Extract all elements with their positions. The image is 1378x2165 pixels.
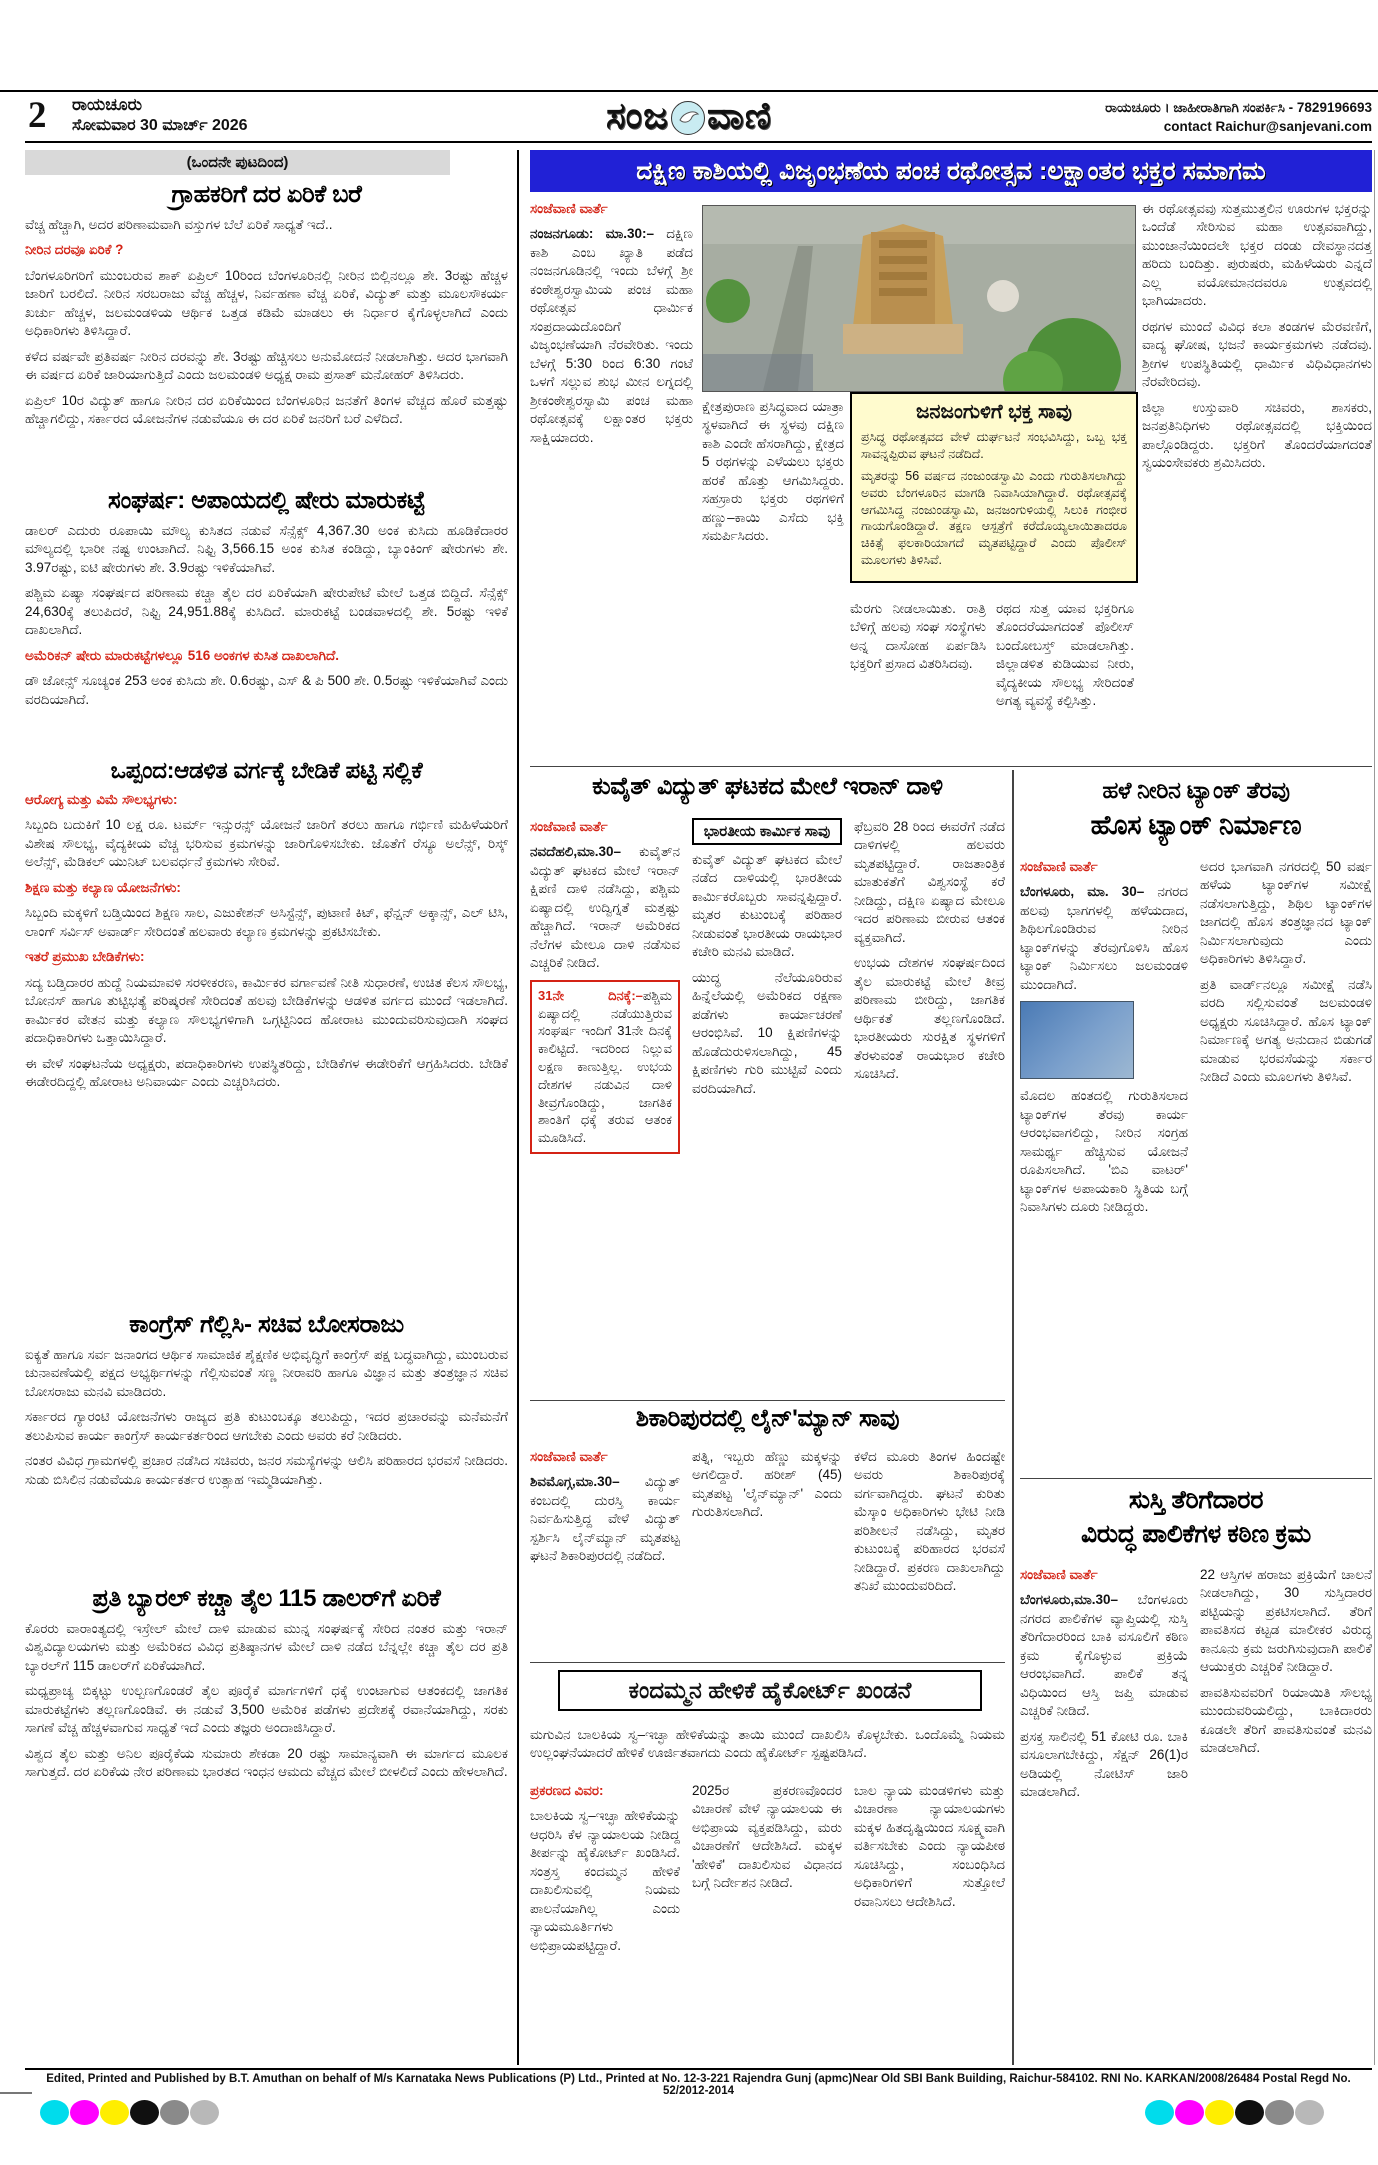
article-paragraph: ಸಿಬ್ಬಂದಿ ಬದುಕಿಗೆ 10 ಲಕ್ಷ ರೂ. ಟರ್ಮ್ ಇನ್ಸುರನ್ಸ್ ಯೋಜನೆ ಜಾರಿಗೆ ತರಲು ಹಾಗೂ ಗರ್ಭಿಣಿ ಮಹಿಳೆಯರಿಗೆ ವಿಶೇಷ ಸೌಲಭ್ಯ, ವೈದ್ಯಕೀಯ ವೆಚ್ಚ ಭರಿಸುವ ಕ್ರಮಗಳನ್ನು ಜಾರಿಗೊಳಿಸಬೇಕು. ಜೊತೆಗೆ ರೆಸ್ಯೂ ಅಲೆನ್ಸ್, ರಿಸ್ಕ್ ಅಲೆನ್ಸ್, ಮೆಡಿಕಲ್ ಯುನಿಟ್ ಬಲವರ್ಧನೆ ಕ್ರಮಗಳು ಸೇರಿವೆ. (25, 817, 508, 870)
article-price-hike (25, 182, 508, 436)
gray-dot (160, 2100, 189, 2125)
lineman-headline: ಶಿಕಾರಿಪುರದಲ್ಲಿ ಲೈನ್‌'ಮ್ಯಾನ್ ಸಾವು (635, 1405, 900, 1432)
mid-rule-2 (530, 1662, 1005, 1663)
page-number: 2 (28, 95, 47, 136)
footer-rule (25, 2068, 1372, 2070)
top-rule (0, 90, 1378, 92)
highcourt-headline: ಕಂದಮ್ಮನ ಹೇಳಿಕೆ ಹೈಕೋರ್ಟ್ ಖಂಡನೆ (558, 1670, 982, 1711)
gray-dot (1265, 2100, 1294, 2125)
crop-mark (0, 2092, 32, 2094)
article-paragraph: 22 ಆಸ್ತಿಗಳ ಹರಾಜು ಪ್ರಕ್ರಿಯೆಗೆ ಚಾಲನೆ ನೀಡಲಾಗಿದ್ದು, 30 ಸುಸ್ತಿದಾರರ ಪಟ್ಟಿಯನ್ನು ಪ್ರಕಟಿಸಲಾಗಿದೆ. ತೆರಿಗೆ ಪಾವತಿಸದ ಕಟ್ಟಡ ಮಾಲೀಕರ ವಿರುದ್ಧ ಕಾನೂನು ಕ್ರಮ ಜರುಗಿಸುವುದಾಗಿ ಪಾಲಿಕೆ ಆಯುಕ್ತರು ಎಚ್ಚರಿಕೆ ನೀಡಿದ್ದಾರೆ. (1200, 1567, 1372, 1675)
article-title: ಗ್ರಾಹಕರಿಗೆ ದರ ಏರಿಕೆ ಬರೆ (171, 181, 362, 208)
article-stock-market (25, 488, 508, 753)
article-paragraph: ಮಧ್ಯಪ್ರಾಚ್ಯ ಬಿಕ್ಕಟ್ಟು ಉಲ್ಬಣಗೊಂಡರೆ ತೈಲ ಪೂರೈಕೆ ಮಾರ್ಗಗಳಿಗೆ ಧಕ್ಕೆ ಉಂಟಾಗುವ ಆತಂಕದಲ್ಲಿ ಜಾಗತಿಕ ಮಾರುಕಟ್ಟೆಗಳು ತಲ್ಲಣಗೊಂಡಿವೆ. ಈ ನಡುವೆ 3,500 ಅಮೆರಿಕ ಪಡೆಗಳು ಪ್ರದೇಶಕ್ಕೆ ರವಾನೆಯಾಗಿದ್ದು, ಸರಕು ಸಾಗಣೆ ವೆಚ್ಚ ಹೆಚ್ಚಳವಾಗುವ ಸಾಧ್ಯತೆ ಇದೆ ಎಂದು ತಜ್ಞರು ಅಂದಾಜಿಸಿದ್ದಾರೆ. (25, 1683, 508, 1736)
tax-col-2 (1200, 1566, 1372, 2064)
kuwait-col-1 (530, 818, 680, 1394)
edition-name: ರಾಯಚೂರು (72, 95, 143, 114)
article-title: ಒಪ್ಪಂದ:ಆಡಳಿತ ವರ್ಗಕ್ಕೆ ಬೇಡಿಕೆ ಪಟ್ಟಿ ಸಲ್ಲಿಕೆ (110, 758, 423, 783)
article-paragraph: ಅದರ ಭಾಗವಾಗಿ ನಗರದಲ್ಲಿ 50 ವರ್ಷ ಹಳೆಯ ಟ್ಯಾಂಕ್‌ಗಳ ಸಮೀಕ್ಷೆ ನಡೆಸಲಾಗುತ್ತಿದ್ದು, ಶಿಥಿಲ ಟ್ಯಾಂಕ್‌ಗಳ ಜಾಗದಲ್ಲಿ ಹೊಸ ತಂತ್ರಜ್ಞಾನದ ಟ್ಯಾಂಕ್ ನಿರ್ಮಿಸಲಾಗುವುದು ಎಂದು ಅಧಿಕಾರಿಗಳು ತಿಳಿಸಿದ್ದಾರೆ. (1200, 859, 1372, 967)
main-section-rule (530, 766, 1372, 767)
article-paragraph: ಸದ್ಯ ಬಡ್ತಿದಾರರ ಹುದ್ದೆ ನಿಯಮಾವಳಿ ಸರಳೀಕರಣ, ಕಾರ್ಮಿಕರ ವರ್ಗಾವಣೆ ನೀತಿ ಸುಧಾರಣೆ, ಉಚಿತ ಕೆಲಸ ಸೌಲಭ್ಯ, ಬೋನಸ್ ಹಾಗೂ ತುಟ್ಟಿಭತ್ಯೆ ಪರಿಷ್ಕರಣೆ ಸೇರಿದಂತೆ ಹಲವು ಬೇಡಿಕೆಗಳನ್ನು ಆಡಳಿತ ವರ್ಗದ ಮುಂದೆ ಇಡಲಾಗಿದೆ. ಕಾರ್ಮಿಕರ ವೇತನ ಮತ್ತು ಕಲ್ಯಾಣ ಸೌಲಭ್ಯಗಳಿಗಾಗಿ ಒಗ್ಗಟ್ಟಿನಿಂದ ಹೋರಾಟ ಮುಂದುವರಿಸುವುದಾಗಿ ಸಂಘದ ಪದಾಧಿಕಾರಿಗಳು ಒತ್ತಾಯಿಸಿದ್ದಾರೆ. (25, 974, 508, 1046)
article-demands-list (25, 758, 508, 1306)
article-subhead: ಪ್ರಕರಣದ ವಿವರ: (530, 1783, 604, 1798)
right-rule (1020, 1478, 1372, 1479)
byline: ಸಂಜೆವಾಣಿ ವಾರ್ತೆ (1020, 1567, 1098, 1582)
main-article-col-left (530, 200, 693, 762)
article-subhead: ಶಿಕ್ಷಣ ಮತ್ತು ಕಲ್ಯಾಣ ಯೋಜನೆಗಳು: (25, 879, 181, 895)
article-congress (25, 1312, 508, 1580)
article-lead: ಮಗುವಿನ ಬಾಲಕಿಯ ಸ್ವ–ಇಚ್ಛಾ ಹೇಳಿಕೆಯನ್ನು ತಾಯಿ ಮುಂದೆ ದಾಖಲಿಸಿ ಕೊಳ್ಳಬೇಕು. ಒಂದೊಮ್ಮೆ ನಿಯಮ ಉಲ್ಲಂಘನೆಯಾದರೆ ಹೇಳಿಕೆ ಊರ್ಜಿತವಾಗದು ಎಂದು ಹೈಕೋರ್ಟ್ ಸ್ಪಷ್ಟಪಡಿಸಿದೆ. (530, 1727, 1005, 1761)
article-paragraph: ಸಿಬ್ಬಂದಿ ಮಕ್ಕಳಿಗೆ ಬಡ್ತಿಯಿಂದ ಶಿಕ್ಷಣ ಸಾಲ, ಎಜುಕೇಶನ್ ಅಸಿಸ್ಟೆನ್ಸ್, ಪುಟಾಣಿ ಕಿಟ್, ಫೆನ್ಷನ್ ಅಕ್ಕಾನ್ಸ್, ಎಲ್ ಟಿಸಿ, ಲಾಂಗ್ ಸರ್ವಿಸ್ ಅವಾರ್ಡ್ ಸೇರಿದಂತೆ ಹಲವಾರು ಕಲ್ಯಾಣ ಕ್ರಮಗಳನ್ನು ಪ್ರಕಟಿಸಬೇಕು. (25, 905, 508, 939)
article-paragraph: ಸರ್ಕಾರದ ಗ್ಯಾರಂಟಿ ಯೋಜನೆಗಳು ರಾಜ್ಯದ ಪ್ರತಿ ಕುಟುಂಬಕ್ಕೂ ತಲುಪಿದ್ದು, ಇದರ ಪ್ರಚಾರವನ್ನು ಮನೆಮನೆಗೆ ತಲುಪಿಸುವ ಕಾರ್ಯ ಕಾಂಗ್ರೆಸ್ ಕಾರ್ಯಕರ್ತರಿಂದ ಆಗಬೇಕು ಎಂದು ಅವರು ಕರೆ ನೀಡಿದರು. (25, 1409, 508, 1443)
dateline: ಬೆಂಗಳೂರು, ಮಾ. 30– (1020, 884, 1145, 900)
imprint-line: Edited, Printed and Published by B.T. Amuthan on behalf of M/s Karnataka News Publications (P) Ltd., Printed at No. 12-3-221 Rajendra Gunj (apmc)Near Old SBI Bank Building, Raichur-584102. RNI No. KARKAN/2008/26484 Postal Regd No. 52/2012-2014 (46, 2073, 1351, 2097)
tank-headline-line1: ಹಳೆ ನೀರಿನ ಟ್ಯಾಂಕ್ ತೆರವು (1102, 777, 1290, 803)
tank-col-2 (1200, 858, 1372, 1473)
article-paragraph: ಈ ರಥೋತ್ಸವವು ಸುತ್ತಮುತ್ತಲಿನ ಊರುಗಳ ಭಕ್ತರನ್ನು ಒಂದೆಡೆ ಸೇರಿಸುವ ಮಹಾ ಉತ್ಸವವಾಗಿದ್ದು, ಮುಂಜಾನೆಯಿಂದಲೇ ಭಕ್ತರ ದಂಡು ದೇವಸ್ಥಾನದತ್ತ ಹರಿದು ಬಂದಿತ್ತು. ಪುರುಷರು, ಮಹಿಳೆಯರು ಎನ್ನದೆ ಎಲ್ಲ ವಯೋಮಾನದವರೂ ಉತ್ಸವದಲ್ಲಿ ಭಾಗಿಯಾದರು. (1142, 201, 1372, 309)
ad-contact-line: ರಾಯಚೂರು । ಜಾಹೀರಾತಿಗಾಗಿ ಸಂಪರ್ಕಿಸಿ - 7829196693 (1105, 100, 1372, 115)
black-dot (1235, 2100, 1264, 2125)
kuwait-col-3 (854, 818, 1005, 1394)
article-subhead: ಇತರೆ ಪ್ರಮುಖ ಬೇಡಿಕೆಗಳು: (25, 949, 145, 965)
article-crude-oil (25, 1586, 508, 2064)
masthead-left-text: ಸಂಜ (606, 95, 669, 136)
continued-from-bar: (ಒಂದನೇ ಪುಟದಿಂದ) (25, 150, 450, 175)
highcourt-lead (530, 1726, 1005, 1770)
date-line: ಸೋಮವಾರ 30 ಮಾರ್ಚ್ 2026 (72, 117, 248, 134)
right-edge-rule (1374, 150, 1375, 2065)
article-subhead: ನೀರಿನ ದರವೂ ಏರಿಕೆ ? (25, 242, 124, 258)
article-paragraph: 2025ರ ಪ್ರಕರಣವೊಂದರ ವಿಚಾರಣೆ ವೇಳೆ ನ್ಯಾಯಾಲಯ ಈ ಅಭಿಪ್ರಾಯ ವ್ಯಕ್ತಪಡಿಸಿದ್ದು, ಮರು ವಿಚಾರಣೆಗೆ ಆದೇಶಿಸಿದೆ. ಮಕ್ಕಳ 'ಹೇಳಿಕೆ' ದಾಖಲಿಸುವ ವಿಧಾನದ ಬಗ್ಗೆ ನಿರ್ದೇಶನ ನೀಡಿದೆ. (692, 1783, 842, 1891)
article-paragraph: ಡಾಲರ್ ಎದುರು ರೂಪಾಯಿ ಮೌಲ್ಯ ಕುಸಿತದ ನಡುವೆ ಸೆನ್ಸೆಕ್ಸ್ 4,367.30 ಅಂಕ ಕುಸಿದು ಹೂಡಿಕೆದಾರರ ಮೌಲ್ಯದಲ್ಲಿ ಭಾರೀ ನಷ್ಟ ಉಂಟಾಗಿದೆ. ನಿಫ್ಟಿ 3,566.15 ಅಂಕ ಕುಸಿತ ಕಂಡಿದ್ದು, ಬ್ಯಾಂಕಿಂಗ್ ಷೇರುಗಳು ಶೇ. 3.97ರಷ್ಟು, ಐಟಿ ಷೇರುಗಳು ಶೇ. 3.9ರಷ್ಟು ಇಳಿಕೆಯಾಗಿವೆ. (25, 522, 508, 575)
kuwait-headline: ಕುವೈತ್ ವಿದ್ಯುತ್ ಘಟಕದ ಮೇಲೆ ಇರಾನ್ ದಾಳಿ (592, 773, 943, 800)
article-paragraph: ಉಭಯ ದೇಶಗಳ ಸಂಘರ್ಷದಿಂದ ತೈಲ ಮಾರುಕಟ್ಟೆ ಮೇಲೆ ತೀವ್ರ ಪರಿಣಾಮ ಬೀರಿದ್ದು, ಜಾಗತಿಕ ಆರ್ಥಿಕತೆ ತಲ್ಲಣಗೊಂಡಿದೆ. ಭಾರತೀಯರು ಸುರಕ್ಷಿತ ಸ್ಥಳಗಳಿಗೆ ತೆರಳುವಂತೆ ರಾಯಭಾರ ಕಚೇರಿ ಸೂಚಿಸಿದೆ. (854, 955, 1005, 1082)
light-gray-dot (190, 2100, 219, 2125)
article-paragraph: ಯುದ್ಧ ನೆಲೆಯೂರಿರುವ ಹಿನ್ನೆಲೆಯಲ್ಲಿ ಅಮೆರಿಕದ ರಕ್ಷಣಾ ಪಡೆಗಳು ಕಾರ್ಯಾಚರಣೆ ಆರಂಭಿಸಿವೆ. 10 ಕ್ಷಿಪಣಿಗಳನ್ನು ಹೊಡೆದುರುಳಿಸಲಾಗಿದ್ದು, 45 ಕ್ಷಿಪಣಿಗಳು ಗುರಿ ಮುಟ್ಟಿವೆ ಎಂದು ವರದಿಯಾಗಿದೆ. (692, 969, 842, 1096)
highcourt-col-2 (692, 1782, 842, 2064)
article-paragraph: ಪ್ರತಿ ವಾರ್ಡ್‌ನಲ್ಲೂ ಸಮೀಕ್ಷೆ ನಡೆಸಿ ವರದಿ ಸಲ್ಲಿಸುವಂತೆ ಜಲಮಂಡಳಿ ಅಧ್ಯಕ್ಷರು ಸೂಚಿಸಿದ್ದಾರೆ. ಹೊಸ ಟ್ಯಾಂಕ್ ನಿರ್ಮಾಣಕ್ಕೆ ಅಗತ್ಯ ಅನುದಾನ ಬಿಡುಗಡೆ ಮಾಡುವ ಭರವಸೆಯನ್ನು ಸರ್ಕಾರ ನೀಡಿದೆ ಎಂದು ಮೂಲಗಳು ತಿಳಿಸಿವೆ. (1200, 976, 1372, 1085)
masthead (489, 95, 889, 138)
article-title: ಕಾಂಗ್ರೆಸ್ ಗೆಲ್ಲಿಸಿ- ಸಚಿವ ಬೋಸರಾಜು (129, 1312, 404, 1338)
article-paragraph: ಡೌ ಜೋನ್ಸ್ ಸೂಚ್ಯಂಕ 253 ಅಂಕ ಕುಸಿದು ಶೇ. 0.6ರಷ್ಟು, ಎಸ್ & ಪಿ 500 ಶೇ. 0.5ರಷ್ಟು ಇಳಿಕೆಯಾಗಿವೆ ಎಂದು ವರದಿಯಾಗಿದೆ. (25, 673, 508, 707)
magenta-dot (70, 2100, 99, 2125)
article-paragraph: ಕಳೆದ ಮೂರು ತಿಂಗಳ ಹಿಂದಷ್ಟೇ ಅವರು ಶಿಕಾರಿಪುರಕ್ಕೆ ವರ್ಗವಾಗಿದ್ದರು. ಘಟನೆ ಕುರಿತು ಮೆಸ್ಕಾಂ ಅಧಿಕಾರಿಗಳು ಭೇಟಿ ನೀಡಿ ಪರಿಶೀಲನೆ ನಡೆಸಿದ್ದು, ಮೃತರ ಕುಟುಂಬಕ್ಕೆ ಪರಿಹಾರದ ಭರವಸೆ ನೀಡಿದ್ದಾರೆ. ಪ್ರಕರಣ ದಾಖಲಾಗಿದ್ದು ತನಿಖೆ ಮುಂದುವರಿದಿದೆ. (854, 1449, 1005, 1594)
article-paragraph-red: ಅಮೆರಿಕನ್ ಷೇರು ಮಾರುಕಟ್ಟೆಗಳಲ್ಲೂ 516 ಅಂಕಗಳ ಕುಸಿತ ದಾಖಲಾಗಿದೆ. (25, 647, 339, 663)
yellow-dot (100, 2100, 129, 2125)
worker-death-box-title: ಭಾರತೀಯ ಕಾರ್ಮಿಕ ಸಾವು (692, 818, 842, 845)
box-paragraph: ಮೃತರನ್ನು 56 ವರ್ಷದ ನಂಜುಂಡಸ್ವಾಮಿ ಎಂದು ಗುರುತಿಸಲಾಗಿದ್ದು ಅವರು ಬೆಂಗಳೂರಿನ ಮಾಗಡಿ ನಿವಾಸಿಯಾಗಿದ್ದಾರೆ. ರಥೋತ್ಸವಕ್ಕೆ ಆಗಮಿಸಿದ್ದ ನಂಜುಂಡಸ್ವಾಮಿ, ಜನಜಂಗುಳಿಯಲ್ಲಿ ಸಿಲುಕಿ ಗಂಭೀರ ಗಾಯಗೊಂಡಿದ್ದಾರೆ. ತಕ್ಷಣ ಆಸ್ಪತ್ರೆಗೆ ಕರೆದೊಯ್ಯಲಾಯಿತಾದರೂ ಚಿಕಿತ್ಸೆ ಫಲಕಾರಿಯಾಗದೆ ಮೃತಪಟ್ಟಿದ್ದಾರೆ ಎಂದು ಪೊಲೀಸ್ ಮೂಲಗಳು ತಿಳಿಸಿವೆ. (861, 468, 1127, 568)
article-paragraph: ಜಿಲ್ಲಾ ಉಸ್ತುವಾರಿ ಸಚಿವರು, ಶಾಸಕರು, ಜನಪ್ರತಿನಿಧಿಗಳು ರಥೋತ್ಸವದಲ್ಲಿ ಭಕ್ತಿಯಿಂದ ಪಾಲ್ಗೊಂಡಿದ್ದರು. ಭಕ್ತರಿಗೆ ತೊಂದರೆಯಾಗದಂತೆ ಸ್ವಯಂಸೇವಕರು ಶ್ರಮಿಸಿದರು. (1142, 399, 1372, 471)
tax-headline-line1: ಸುಸ್ತಿ ತೆರಿಗೆದಾರರ (1128, 1486, 1264, 1514)
cyan-dot (40, 2100, 69, 2125)
article-title: ಸಂಘರ್ಷ: ಅಪಾಯದಲ್ಲಿ ಷೇರು ಮಾರುಕಟ್ಟೆ (107, 488, 426, 514)
article-paragraph: ಕಳೆದ ವರ್ಷವೇ ಪ್ರತಿವರ್ಷ ನೀರಿನ ದರವನ್ನು ಶೇ. 3ರಷ್ಟು ಹೆಚ್ಚಿಸಲು ಅನುಮೋದನೆ ನೀಡಲಾಗಿತ್ತು. ಅದರ ಭಾಗವಾಗಿ ಈ ವರ್ಷದ ಏರಿಕೆ ಜಾರಿಯಾಗುತ್ತಿದೆ ಎಂದು ಜಲಮಂಡಳಿ ಅಧ್ಯಕ್ಷ ರಾಮ ಪ್ರಸಾತ್ ಮನೋಹರ್ ತಿಳಿಸಿದರು. (25, 348, 508, 383)
magenta-dot (1175, 2100, 1204, 2125)
cyan-dot (1145, 2100, 1174, 2125)
article-paragraph: ಬಾಲಕಿಯ ಸ್ವ–ಇಚ್ಛಾ ಹೇಳಿಕೆಯನ್ನು ಆಧರಿಸಿ ಕೆಳ ನ್ಯಾಯಾಲಯ ನೀಡಿದ್ದ ತೀರ್ಪನ್ನು ಹೈಕೋರ್ಟ್ ಖಂಡಿಸಿದೆ. ಸಂತ್ರಸ್ತ ಕಂದಮ್ಮನ ಹೇಳಿಕೆ ದಾಖಲಿಸುವಲ್ಲಿ ನಿಯಮ ಪಾಲನೆಯಾಗಿಲ್ಲ ಎಂದು ನ್ಯಾಯಮೂರ್ತಿಗಳು ಅಭಿಪ್ರಾಯಪಟ್ಟಿದ್ದಾರೆ. (530, 1808, 680, 1953)
kuwait-col-2 (692, 818, 842, 1394)
main-article-col-under-photo (702, 398, 844, 762)
highcourt-col-1 (530, 1782, 680, 2064)
black-dot (130, 2100, 159, 2125)
mid-rule-1 (530, 1400, 1005, 1401)
rathotsava-crowd-photo (702, 205, 1136, 392)
contact-email-line: contact Raichur@sanjevani.com (1163, 119, 1372, 134)
article-paragraph: ಪಾವತಿಸುವವರಿಗೆ ರಿಯಾಯಿತಿ ಸೌಲಭ್ಯ ಮುಂದುವರಿಯಲಿದ್ದು, ಬಾಕಿದಾರರು ಕೂಡಲೇ ತೆರಿಗೆ ಪಾವತಿಸುವಂತೆ ಮನವಿ ಮಾಡಲಾಗಿದೆ. (1200, 1684, 1372, 1756)
header-bottom-rule (25, 141, 1372, 143)
lineman-col-1 (530, 1448, 680, 1656)
article-title: ಪ್ರತಿ ಬ್ಯಾರಲ್ ಕಚ್ಚಾ ತೈಲ 115 ಡಾಲರ್‌ಗೆ ಏರಿಕೆ (92, 1586, 441, 1612)
box-text: ಪಶ್ಚಿಮ ಏಷ್ಯಾದಲ್ಲಿ ನಡೆಯುತ್ತಿರುವ ಸಂಘರ್ಷ ಇಂದಿಗೆ 31ನೇ ದಿನಕ್ಕೆ ಕಾಲಿಟ್ಟಿದೆ. ಇದರಿಂದ ನಿಲ್ಲುವ ಲಕ್ಷಣ ಕಾಣುತ್ತಿಲ್ಲ. ಉಭಯ ದೇಶಗಳ ನಡುವಿನ ದಾಳಿ ತೀವ್ರಗೊಂಡಿದ್ದು, ಜಾಗತಿಕ ಶಾಂತಿಗೆ ಧಕ್ಕೆ ತರುವ ಆತಂಕ ಮೂಡಿಸಿದೆ. (538, 987, 672, 1146)
byline: ಸಂಜೆವಾಣಿ ವಾರ್ತೆ (1020, 859, 1098, 874)
article-paragraph: ನಂತರ ವಿವಿಧ ಗ್ರಾಮಗಳಲ್ಲಿ ಪ್ರಚಾರ ನಡೆಸಿದ ಸಚಿವರು, ಜನರ ಸಮಸ್ಯೆಗಳನ್ನು ಆಲಿಸಿ ಪರಿಹಾರದ ಭರವಸೆ ನೀಡಿದರು. ಸುಡು ಬಿಸಿಲಿನ ನಡುವೆಯೂ ಕಾರ್ಯಕರ್ತರ ಉತ್ಸಾಹ ಇಮ್ಮಡಿಯಾಗಿತ್ತು. (25, 1453, 508, 1487)
registration-dots-right (1145, 2100, 1325, 2130)
dateline: ನಂಜನಗೂಡು: ಮಾ.30:– (530, 226, 655, 242)
article-paragraph: ದಕ್ಷಿಣ ಕಾಶಿ ಎಂಬ ಖ್ಯಾತಿ ಪಡೆದ ನಂಜನಗೂಡಿನಲ್ಲಿ ಇಂದು ಬೆಳಗ್ಗೆ ಶ್ರೀ ಕಂಠೇಶ್ವರಸ್ವಾಮಿಯ ಪಂಚ ಮಹಾ ರಥೋತ್ಸವ ಧಾರ್ಮಿಕ ಸಂಪ್ರದಾಯದೊಂದಿಗೆ ವಿಜೃಂಭಣೆಯಾಗಿ ನೆರವೇರಿತು. ಇಂದು ಬೆಳಗ್ಗೆ 5:30 ರಿಂದ 6:30 ಗಂಟೆ ಒಳಗೆ ಸಲ್ಲುವ ಶುಭ ಮೀನ ಲಗ್ನದಲ್ಲಿ ಶ್ರೀಕಂಠೇಶ್ವರಸ್ವಾಮಿ ಪಂಚ ಮಹಾ ರಥೋತ್ಸವಕ್ಕೆ ಲಕ್ಷಾಂತರ ಭಕ್ತರು ಸಾಕ್ಷಿಯಾದರು. (530, 226, 693, 445)
article-paragraph: ಏಪ್ರಿಲ್ 10ರ ವಿದ್ಯುತ್ ಹಾಗೂ ನೀರಿನ ದರ ಏರಿಕೆಯಿಂದ ಬೆಂಗಳೂರಿನ ಜನತೆಗೆ ತಿಂಗಳ ವೆಚ್ಚದ ಹೊರೆ ಮತ್ತಷ್ಟು ಹೆಚ್ಚಾಗಲಿದ್ದು, ಸರ್ಕಾರದ ಯೋಜನೆಗಳ ನಡುವೆಯೂ ಈ ದರ ಏರಿಕೆ ಜನರಿಗೆ ಬರೆ ಎಳೆದಿದೆ. (25, 392, 508, 427)
article-paragraph: ಬೆಂಗಳೂರಿಗರಿಗೆ ಮುಂಬರುವ ಶಾಕ್ ಏಪ್ರಿಲ್ 10ರಿಂದ ಬೆಂಗಳೂರಿನಲ್ಲಿ ನೀರಿನ ಬಿಲ್ಲಿನಲ್ಲೂ ಶೇ. 3ರಷ್ಟು ಹೆಚ್ಚಳ ಜಾರಿಗೆ ಬರಲಿದೆ. ನೀರಿನ ಸರಬರಾಜು ವೆಚ್ಚ ಹೆಚ್ಚಳ, ನಿರ್ವಹಣಾ ವೆಚ್ಚ ಏರಿಕೆ, ವಿದ್ಯುತ್ ಮತ್ತು ಮೂಲಸೌಕರ್ಯ ಖರ್ಚು ಹೆಚ್ಚಳ, ಜಲಮಂಡಳಿಯ ಆರ್ಥಿಕ ಒತ್ತಡ ಕಡಿಮೆ ಮಾಡಲು ಈ ನಿರ್ಧಾರ ಕೈಗೊಳ್ಳಲಾಗಿದೆ ಎಂದು ಅಧಿಕಾರಿಗಳು ತಿಳಿಸಿದ್ದಾರೆ. (25, 267, 508, 339)
tank-headline-line2: ಹೊಸ ಟ್ಯಾಂಕ್ ನಿರ್ಮಾಣ (1090, 810, 1302, 840)
article-paragraph: ಐಕ್ಯತೆ ಹಾಗೂ ಸರ್ವ ಜನಾಂಗದ ಆರ್ಥಿಕ ಸಾಮಾಜಿಕ ಶೈಕ್ಷಣಿಕ ಅಭಿವೃದ್ಧಿಗೆ ಕಾಂಗ್ರೆಸ್ ಪಕ್ಷ ಬದ್ಧವಾಗಿದ್ದು, ಮುಂಬರುವ ಚುನಾವಣೆಯಲ್ಲಿ ಪಕ್ಷದ ಅಭ್ಯರ್ಥಿಗಳನ್ನು ಗೆಲ್ಲಿಸುವಂತೆ ಸಣ್ಣ ನೀರಾವರಿ ಹಾಗೂ ವಿಜ್ಞಾನ ಮತ್ತು ತಂತ್ರಜ್ಞಾನ ಸಚಿವ ಬೋಸರಾಜು ಮನವಿ ಮಾಡಿದರು. (25, 1346, 508, 1399)
article-paragraph: ನಗರದ ಹಲವು ಭಾಗಗಳಲ್ಲಿ ಹಳೆಯದಾದ, ಶಿಥಿಲಗೊಂಡಿರುವ ನೀರಿನ ಟ್ಯಾಂಕ್‌ಗಳನ್ನು ತೆರವುಗೊಳಿಸಿ ಹೊಸ ಟ್ಯಾಂಕ್ ನಿರ್ಮಿಸಲು ಜಲಮಂಡಳಿ ಮುಂದಾಗಿದೆ. (1020, 884, 1188, 992)
lineman-col-2 (692, 1448, 842, 1656)
byline: ಸಂಜೆವಾಣಿ ವಾರ್ತೆ (530, 1449, 608, 1464)
dove-logo-icon (671, 101, 705, 135)
dateline: ಬೆಂಗಳೂರು,ಮಾ.30– (1020, 1592, 1119, 1608)
crowd-death-box (850, 392, 1138, 583)
article-subhead: ಆರೋಗ್ಯ ಮತ್ತು ವಿಮೆ ಸೌಲಭ್ಯಗಳು: (25, 791, 178, 807)
right-column-divider (1012, 770, 1014, 2065)
byline: ಸಂಜೆವಾಣಿ ವಾರ್ತೆ (530, 819, 608, 834)
article-paragraph: ಮೆರಗು ನೀಡಲಾಯಿತು. ರಾತ್ರಿ ಬೆಳಿಗ್ಗೆ ಹಲವು ಸಂಘ ಸಂಸ್ಥೆಗಳು ಅನ್ನ ದಾಸೋಹ ಏರ್ಪಡಿಸಿ ಭಕ್ತರಿಗೆ ಪ್ರಸಾದ ವಿತರಿಸಿದವು. (850, 601, 986, 672)
article-paragraph: ಪ್ರಸಕ್ತ ಸಾಲಿನಲ್ಲಿ 51 ಕೋಟಿ ರೂ. ಬಾಕಿ ವಸೂಲಾಗಬೇಕಿದ್ದು, ಸೆಕ್ಷನ್ 26(1)ರ ಅಡಿಯಲ್ಲಿ ನೋಟಿಸ್ ಜಾರಿ ಮಾಡಲಾಗಿದೆ. (1020, 1728, 1188, 1800)
masthead-right-text: ವಾಣಿ (706, 95, 772, 136)
article-paragraph: ವಿಶ್ವದ ತೈಲ ಮತ್ತು ಅನಿಲ ಪೂರೈಕೆಯ ಸುಮಾರು ಶೇಕಡಾ 20 ರಷ್ಟು ಸಾಮಾನ್ಯವಾಗಿ ಈ ಮಾರ್ಗದ ಮೂಲಕ ಸಾಗುತ್ತದೆ. ದರ ಏರಿಕೆಯ ನೇರ ಪರಿಣಾಮ ಭಾರತದ ಇಂಧನ ಆಮದು ವೆಚ್ಚದ ಮೇಲೆ ಬೀಳಲಿದೆ ಎಂದು ಹೇಳಲಾಗಿದೆ. (25, 1745, 508, 1780)
article-paragraph: ಬಾಲ ನ್ಯಾಯ ಮಂಡಳಿಗಳು ಮತ್ತು ವಿಚಾರಣಾ ನ್ಯಾಯಾಲಯಗಳು ಮಕ್ಕಳ ಹಿತದೃಷ್ಟಿಯಿಂದ ಸೂಕ್ಷ್ಮವಾಗಿ ವರ್ತಿಸಬೇಕು ಎಂದು ನ್ಯಾಯಪೀಠ ಸೂಚಿಸಿದ್ದು, ಸಂಬಂಧಿಸಿದ ಅಧಿಕಾರಿಗಳಿಗೆ ಸುತ್ತೋಲೆ ರವಾನಿಸಲು ಆದೇಶಿಸಿದೆ. (854, 1783, 1005, 1909)
highcourt-col-3 (854, 1782, 1005, 2064)
yellow-dot (1205, 2100, 1234, 2125)
article-paragraph: ಬೆಂಗಳೂರು ನಗರದ ಪಾಲಿಕೆಗಳ ವ್ಯಾಪ್ತಿಯಲ್ಲಿ ಸುಸ್ತಿ ತೆರಿಗೆದಾರರಿಂದ ಬಾಕಿ ವಸೂಲಿಗೆ ಕಠಿಣ ಕ್ರಮ ಕೈಗೊಳ್ಳುವ ಪ್ರಕ್ರಿಯೆ ಆರಂಭವಾಗಿದೆ. ಪಾಲಿಕೆ ತನ್ನ ವಿಧಿಯಿಂದ ಆಸ್ತಿ ಜಪ್ತಿ ಮಾಡುವ ಎಚ್ಚರಿಕೆ ನೀಡಿದೆ. (1020, 1592, 1188, 1719)
tax-headline-line2: ವಿರುದ್ಧ ಪಾಲಿಕೆಗಳ ಕಠಿಣ ಕ್ರಮ (1081, 1520, 1311, 1548)
main-article-col-right (1142, 200, 1372, 762)
lineman-col-3 (854, 1448, 1005, 1656)
registration-dots-left (40, 2100, 220, 2130)
byline: ಸಂಜೆವಾಣಿ ವಾರ್ತೆ (530, 201, 608, 216)
article-paragraph: ಕ್ಷೇತ್ರಪುರಾಣ ಪ್ರಸಿದ್ಧವಾದ ಯಾತ್ರಾ ಸ್ಥಳವಾಗಿದೆ ಈ ಸ್ಥಳವು ದಕ್ಷಿಣ ಕಾಶಿ ಎಂದೇ ಹೆಸರಾಗಿದ್ದು, ಕ್ಷೇತ್ರದ 5 ರಥಗಳನ್ನು ಎಳೆಯಲು ಭಕ್ತರು ಹರಕೆ ಹೊತ್ತು ಆಗಮಿಸಿದ್ದರು. ಸಹಸ್ರಾರು ಭಕ್ತರು ರಥಗಳಿಗೆ ಹಣ್ಣು–ಕಾಯಿ ಎಸೆದು ಭಕ್ತಿ ಸಮರ್ಪಿಸಿದರು. (702, 399, 844, 544)
light-gray-dot (1295, 2100, 1324, 2125)
article-paragraph: ರಥದ ಸುತ್ತ ಯಾವ ಭಕ್ತರಿಗೂ ತೊಂದರೆಯಾಗದಂತೆ ಪೊಲೀಸ್ ಬಂದೋಬಸ್ತ್ ಮಾಡಲಾಗಿತ್ತು. ಜಿಲ್ಲಾಡಳಿತ ಕುಡಿಯುವ ನೀರು, ವೈದ್ಯಕೀಯ ಸೌಲಭ್ಯ ಸೇರಿದಂತೆ ಅಗತ್ಯ ವ್ಯವಸ್ಥೆ ಕಲ್ಪಿಸಿತ್ತು. (996, 601, 1134, 709)
article-paragraph: ಫೆಬ್ರವರಿ 28 ರಿಂದ ಈವರೆಗೆ ನಡೆದ ದಾಳಿಗಳಲ್ಲಿ ಹಲವರು ಮೃತಪಟ್ಟಿದ್ದಾರೆ. ರಾಜತಾಂತ್ರಿಕ ಮಾತುಕತೆಗೆ ವಿಶ್ವಸಂಸ್ಥೆ ಕರೆ ನೀಡಿದ್ದು, ದಕ್ಷಿಣ ಏಷ್ಯಾದ ಮೇಲೂ ಇದರ ಪರಿಣಾಮ ಬೀರುವ ಆತಂಕ ವ್ಯಕ್ತವಾಗಿದೆ. (854, 819, 1005, 945)
box-title: ಜನಜಂಗುಳಿಗೆ ಭಕ್ತ ಸಾವು (915, 401, 1072, 423)
tax-col-1 (1020, 1566, 1188, 2064)
article-paragraph: ಪಶ್ಚಿಮ ಏಷ್ಯಾ ಸಂಘರ್ಷದ ಪರಿಣಾಮ ಕಚ್ಚಾ ತೈಲ ದರ ಏರಿಕೆಯಾಗಿ ಷೇರುಪೇಟೆ ಮೇಲೆ ಒತ್ತಡ ಬಿದ್ದಿದೆ. ಸೆನ್ಸೆಕ್ಸ್ 24,630ಕ್ಕೆ ತಲುಪಿದರೆ, ನಿಫ್ಟಿ 24,951.88ಕ್ಕೆ ಕುಸಿದಿದೆ. ಮಾರುಕಟ್ಟೆ ಬಂಡವಾಳದಲ್ಲಿ ಶೇ. 5ರಷ್ಟು ಇಳಿಕೆ ದಾಖಲಾಗಿದೆ. (25, 585, 508, 638)
article-paragraph: ಮೊದಲ ಹಂತದಲ್ಲಿ ಗುರುತಿಸಲಾದ ಟ್ಯಾಂಕ್‌ಗಳ ತೆರವು ಕಾರ್ಯ ಆರಂಭವಾಗಲಿದ್ದು, ನೀರಿನ ಸಂಗ್ರಹ ಸಾಮರ್ಥ್ಯ ಹೆಚ್ಚಿಸುವ ಯೋಜನೆ ರೂಪಿಸಲಾಗಿದೆ. 'ಬಿಎ ವಾಟರ್' ಟ್ಯಾಂಕ್‌ಗಳ ಅಪಾಯಕಾರಿ ಸ್ಥಿತಿಯ ಬಗ್ಗೆ ನಿವಾಸಿಗಳು ದೂರು ನೀಡಿದ್ದರು. (1020, 1088, 1188, 1215)
main-headline: ದಕ್ಷಿಣ ಕಾಶಿಯಲ್ಲಿ ವಿಜೃಂಭಣೆಯ ಪಂಚ ರಥೋತ್ಸವ :ಲಕ್ಷಾಂತರ ಭಕ್ತರ ಸಮಾಗಮ (530, 150, 1372, 192)
box-paragraph: ಪ್ರಸಿದ್ಧ ರಥೋತ್ಸವದ ವೇಳೆ ದುರ್ಘಟನೆ ಸಂಭವಿಸಿದ್ದು, ಒಬ್ಬ ಭಕ್ತ ಸಾವನ್ನಪ್ಪಿರುವ ಘಟನೆ ನಡೆದಿದೆ. (861, 430, 1127, 461)
inline-photo (1020, 1001, 1134, 1079)
dateline: ನವದೆಹಲಿ,ಮಾ.30– (530, 844, 622, 860)
article-paragraph: ವೆಚ್ಚ ಹೆಚ್ಚಾಗಿ, ಅದರ ಪರಿಣಾಮವಾಗಿ ವಸ್ತುಗಳ ಬೆಲೆ ಏರಿಕೆ ಸಾಧ್ಯತೆ ಇದೆ.. (25, 216, 333, 232)
article-paragraph: ಈ ವೇಳೆ ಸಂಘಟನೆಯ ಅಧ್ಯಕ್ಷರು, ಪದಾಧಿಕಾರಿಗಳು ಉಪಸ್ಥಿತರಿದ್ದು, ಬೇಡಿಕೆಗಳ ಈಡೇರಿಕೆಗೆ ಆಗ್ರಹಿಸಿದರು. ಬೇಡಿಕೆ ಈಡೇರದಿದ್ದಲ್ಲಿ ಹೋರಾಟ ಅನಿವಾರ್ಯ ಎಂದು ಎಚ್ಚರಿಸಿದರು. (25, 1055, 508, 1090)
day-31-box (530, 980, 680, 1154)
article-paragraph: ರಥಗಳ ಮುಂದೆ ವಿವಿಧ ಕಲಾ ತಂಡಗಳ ಮೆರವಣಿಗೆ, ವಾದ್ಯ ಘೋಷ, ಭಜನೆ ಕಾರ್ಯಕ್ರಮಗಳು ನಡೆದವು. ಶ್ರೀಗಳ ಉಪಸ್ಥಿತಿಯಲ್ಲಿ ಧಾರ್ಮಿಕ ವಿಧಿವಿಧಾನಗಳು ನೆರವೇರಿದವು. (1142, 318, 1372, 390)
article-paragraph: ಕುವೈತ್‌ನ ವಿದ್ಯುತ್ ಘಟಕದ ಮೇಲೆ ಇರಾನ್ ಕ್ಷಿಪಣಿ ದಾಳಿ ನಡೆಸಿದ್ದು, ಪಶ್ಚಿಮ ಏಷ್ಯಾದಲ್ಲಿ ಉದ್ವಿಗ್ನತೆ ಮತ್ತಷ್ಟು ಹೆಚ್ಚಾಗಿದೆ. ಇರಾನ್ ಅಮೆರಿಕದ ನೆಲೆಗಳ ಮೇಲೂ ದಾಳಿ ನಡೆಸುವ ಎಚ್ಚರಿಕೆ ನೀಡಿದೆ. (530, 844, 680, 971)
article-paragraph: ಪತ್ನಿ, ಇಬ್ಬರು ಹೆಣ್ಣು ಮಕ್ಕಳನ್ನು ಅಗಲಿದ್ದಾರೆ. ಹರೀಶ್ (45) ಮೃತಪಟ್ಟ 'ಲೈನ್‌ಮ್ಯಾನ್' ಎಂದು ಗುರುತಿಸಲಾಗಿದೆ. (692, 1449, 842, 1520)
dateline: ಶಿವಮೊಗ್ಗ,ಮಾ.30– (530, 1474, 620, 1490)
article-paragraph: ಕುವೈತ್ ವಿದ್ಯುತ್ ಘಟಕದ ಮೇಲೆ ನಡೆದ ದಾಳಿಯಲ್ಲಿ ಭಾರತೀಯ ಕಾರ್ಮಿಕರೊಬ್ಬರು ಸಾವನ್ನಪ್ಪಿದ್ದಾರೆ. ಮೃತರ ಕುಟುಂಬಕ್ಕೆ ಪರಿಹಾರ ನೀಡುವಂತೆ ಭಾರತೀಯ ರಾಯಭಾರ ಕಚೇರಿ ಮನವಿ ಮಾಡಿದೆ. (692, 852, 842, 960)
main-article-col-b (850, 600, 986, 760)
main-article-col-c (996, 600, 1134, 760)
article-paragraph: ಕೊರರು ವಾರಾಂತ್ಯದಲ್ಲಿ ಇಸ್ರೇಲ್ ಮೇಲೆ ದಾಳಿ ಮಾಡುವ ಮುನ್ನ ಸಂಘರ್ಷಕ್ಕೆ ಸೇರಿದ ನಂತರ ಮತ್ತು ಇರಾನ್ ವಿಶ್ವವಿದ್ಯಾಲಯಗಳು ಮತ್ತು ಅಮೆರಿಕದ ವಿವಿಧ ಪ್ರತಿಷ್ಠಾನಗಳ ಮೇಲೆ ದಾಳಿ ನಡೆದ ಬೆನ್ನಲ್ಲೇ ಕಚ್ಚಾ ತೈಲ ದರ ಪ್ರತಿ ಬ್ಯಾರಲ್‌ಗೆ 115 ಡಾಲರ್‌ಗೆ ಏರಿಕೆಯಾಗಿದೆ. (25, 1620, 508, 1673)
article-paragraph: ವಿದ್ಯುತ್ ಕಂಬದಲ್ಲಿ ದುರಸ್ತಿ ಕಾರ್ಯ ನಿರ್ವಹಿಸುತ್ತಿದ್ದ ವೇಳೆ ವಿದ್ಯುತ್ ಸ್ಪರ್ಶಿಸಿ ಲೈನ್‌ಮ್ಯಾನ್ ಮೃತಪಟ್ಟ ಘಟನೆ ಶಿಕಾರಿಪುರದಲ್ಲಿ ನಡೆದಿದೆ. (530, 1474, 680, 1564)
left-column-divider (517, 150, 519, 2065)
tank-col-1 (1020, 858, 1188, 1473)
box-lead: 31ನೇ ದಿನಕ್ಕೆ:– (538, 987, 643, 1003)
